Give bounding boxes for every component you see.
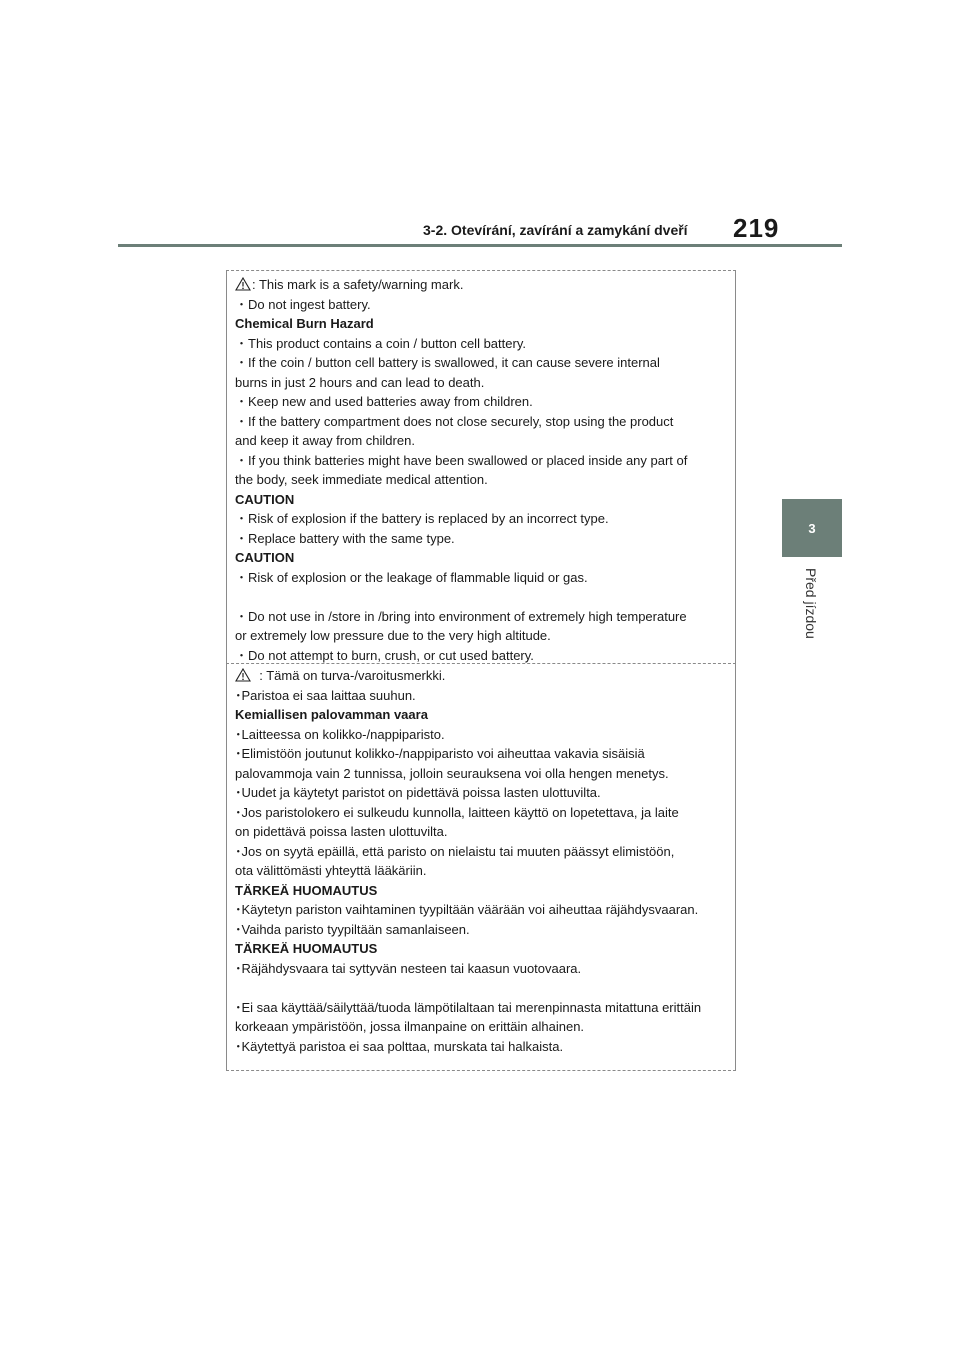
text-line: ・Risk of explosion if the battery is replaced by an incorrect type.	[235, 511, 609, 526]
text-line: korkeaan ympäristöön, jossa ilmanpaine on erittäin alhainen.	[235, 1019, 585, 1034]
text-line: CAUTION	[235, 491, 295, 507]
text-line: ･Jos paristolokero ei sulkeudu kunnolla, laitteen käyttö on lopetettava, ja laite	[235, 804, 679, 820]
finnish-warning-box	[226, 662, 736, 1071]
section-title: 3-2. Otevírání, zavírání a zamykání dveří	[423, 222, 688, 238]
text-line: ・Do not attempt to burn, crush, or cut used battery.	[235, 647, 534, 663]
blank-line	[235, 587, 729, 607]
text-line: or extremely low pressure due to the very high altitude.	[235, 628, 551, 643]
text-line: ・Risk of explosion or the leakage of flammable liquid or gas.	[235, 569, 588, 585]
page-number: 219	[733, 213, 780, 243]
text-line: ・Replace battery with the same type.	[235, 530, 455, 546]
text-line: ･Jos on syytä epäillä, että paristo on nielaistu tai muuten päässyt elimistöön,	[235, 843, 675, 859]
warning-triangle-icon	[235, 668, 251, 682]
text-line: ・If the coin / button cell battery is swallowed, it can cause severe internal	[235, 355, 660, 370]
text-line: TÄRKEÄ HUOMAUTUS	[235, 882, 378, 898]
text-line: TÄRKEÄ HUOMAUTUS	[235, 941, 378, 956]
text-line: ･Elimistöön joutunut kolikko-/nappiparisto voi aiheuttaa vakavia sisäisiä	[235, 746, 645, 761]
text-line: ･Käytetyn pariston vaihtaminen tyypiltään väärään voi aiheuttaa räjähdysvaaran.	[235, 902, 699, 917]
text-line: the body, seek immediate medical attention.	[235, 472, 488, 487]
text-line: burns in just 2 hours and can lead to death.	[235, 374, 485, 390]
text-line: Kemiallisen palovamman vaara	[235, 707, 428, 722]
text-line: ･Räjähdysvaara tai syttyvän nesteen tai kaasun vuotovaara.	[235, 960, 582, 976]
text-line: on pidettävä poissa lasten ulottuvilta.	[235, 824, 448, 839]
text-line: ・If the battery compartment does not close securely, stop using the product	[235, 413, 674, 429]
text-line: Chemical Burn Hazard	[235, 316, 374, 331]
header-rule	[118, 244, 842, 247]
chapter-tab[interactable]	[782, 499, 842, 557]
chapter-number: 3	[808, 520, 816, 536]
text-line: : This mark is a safety/warning mark.	[235, 275, 729, 295]
text-line: ・Do not use in /store in /bring into environment of extremely high temperature	[235, 608, 687, 624]
text-line: ･Uudet ja käytetyt paristot on pidettävä poissa lasten ulottuvilta.	[235, 785, 601, 800]
text-line: ･Käytettyä paristoa ei saa polttaa, murskata tai halkaista.	[235, 1038, 564, 1054]
text-line: ･Ei saa käyttää/säilyttää/tuoda lämpötilaltaan tai merenpinnasta mitattuna erittäin	[235, 999, 702, 1015]
text-line: : Tämä on turva-/varoitusmerkki.	[235, 666, 729, 686]
chapter-label: Před jízdou	[803, 568, 819, 639]
text-line: ･Vaihda paristo tyypiltään samanlaiseen.	[235, 921, 470, 937]
text-line: ・Do not ingest battery.	[235, 296, 371, 312]
english-warning-box	[226, 270, 736, 664]
text-line: ･Laitteessa on kolikko-/nappiparisto.	[235, 726, 445, 742]
blank-line	[235, 978, 729, 998]
warning-triangle-icon	[235, 277, 251, 291]
text-line: ota välittömästi yhteyttä lääkäriin.	[235, 863, 427, 878]
text-line: ・This product contains a coin / button cell battery.	[235, 335, 526, 351]
text-line: palovammoja vain 2 tunnissa, jolloin seurauksena voi olla hengen menetys.	[235, 765, 669, 781]
text-line: and keep it away from children.	[235, 433, 415, 448]
text-line: CAUTION	[235, 550, 295, 565]
text-line: ・If you think batteries might have been swallowed or placed inside any part of	[235, 452, 688, 468]
text-line: ・Keep new and used batteries away from children.	[235, 394, 533, 409]
text-line: ･Paristoa ei saa laittaa suuhun.	[235, 687, 416, 703]
